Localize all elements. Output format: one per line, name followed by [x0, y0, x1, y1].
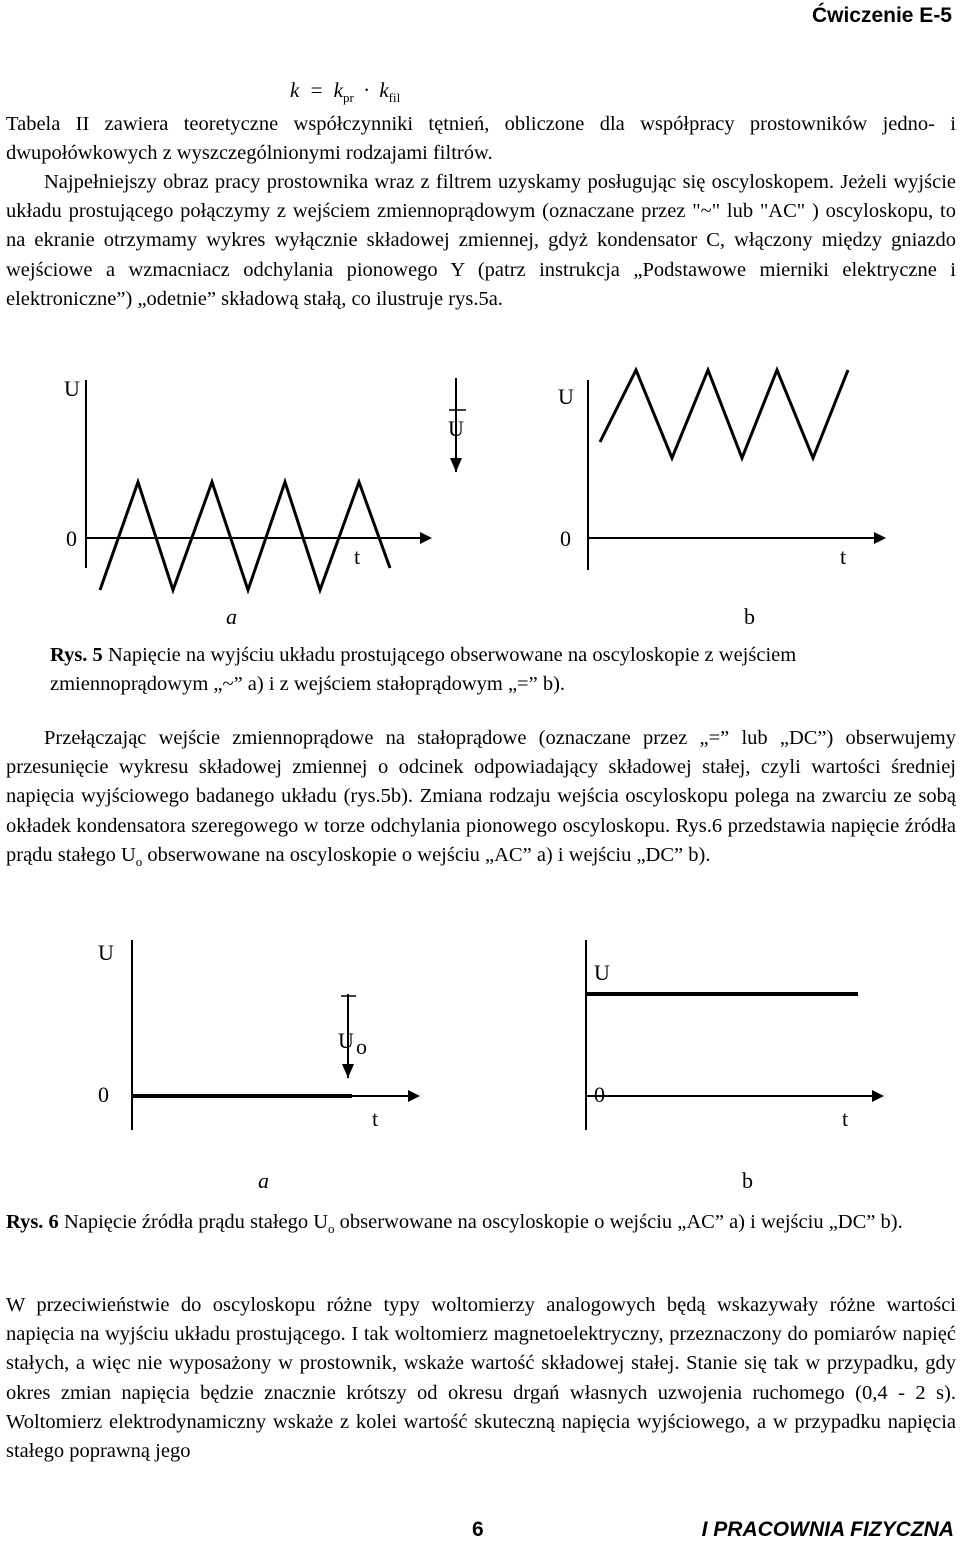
fig5b-label: b	[744, 604, 755, 629]
fig6b-y-label: U	[594, 960, 610, 985]
fig6a-origin: 0	[98, 1082, 109, 1107]
fig5b-origin: 0	[560, 526, 571, 551]
fig5-shift-indicator	[448, 378, 466, 472]
formula-k-pr: k	[333, 78, 343, 102]
fig5-panel-b	[558, 370, 886, 629]
fig6-shift-label: U	[338, 1028, 354, 1053]
fig6b-x-label: t	[842, 1106, 849, 1131]
fig6a-x-label: t	[372, 1106, 379, 1131]
fig5b-y-label: U	[558, 384, 574, 409]
fig5-down-arrow	[450, 458, 462, 472]
paragraph-4-text: W przeciwieństwie do oscyloskopu różne typy woltomierzy analogowych będą wskazywały różne wartości napięcia na wyjściu układu prostującego. I tak woltomierz magnetoelektryczny, przeznaczony do pomiarów napięć stałych, a więc nie wyposażony w prostownik, wskaże wartość składowej stałej. Stanie się tak w przypadku, gdy okres zmian napięcia będzie znacznie krótszy od okresu drgań własnych uzwojenia ruchomego (0,4 - 2 s). Woltomierz elektrodynamiczny wskaże z kolei wartość skuteczną napięcia wyjściowego, a w przypadku napięcia stałego poprawną jego	[6, 1294, 956, 1463]
fig5a-triangle-wave	[100, 482, 390, 590]
fig6a-y-label: U	[98, 940, 114, 965]
fig6-panel-a	[98, 940, 420, 1193]
paragraph-2	[6, 168, 956, 314]
paragraph-1-text: Tabela II zawiera teoretyczne współczynniki tętnień, obliczone dla współpracy prostowników jedno- i dwupołówkowych z wyszczególnionymi rodzajami filtrów.	[6, 113, 956, 165]
paragraph-3-end: obserwowane na oscyloskopie o wejściu „AC” a) i wejściu „DC” b).	[142, 843, 711, 866]
fig6a-label: a	[258, 1168, 269, 1193]
paragraph-2-text: Najpełniejszy obraz pracy prostownika wraz z filtrem uzyskamy posługując się oscyloskopem. Jeżeli wyjście układu prostującego połączymy z wejściem zmiennoprądowym (oznaczane przez "~" lub "AC" ) oscyloskopu, to na ekranie otrzymamy wykres wyłącznie składowej zmiennej, gdyż kondensator C, włączony między gniazdo wejściowe a wzmacniacz odchylania pionowego Y (patrz instrukcja „Podstawowe mierniki elektryczne i elektroniczne”) „odetnie” składową stałą, co ilustruje rys.5a.	[6, 171, 956, 310]
fig5-caption-text: Napięcie na wyjściu układu prostującego obserwowane na oscyloskopie z wejściem zmiennoprądowym „~” a) i z wejściem stałoprądowym „=” b).	[50, 644, 797, 695]
figure-5	[0, 360, 960, 640]
formula-equals: =	[310, 78, 323, 102]
fig6-shift-indicator	[338, 994, 367, 1078]
formula-dot: ·	[363, 78, 371, 102]
fig6-panel-b	[586, 940, 884, 1193]
fig5a-label: a	[226, 604, 237, 629]
fig5a-x-label: t	[354, 544, 361, 569]
paragraph-1	[6, 110, 956, 168]
fig5a-y-label: U	[64, 376, 80, 401]
fig5b-triangle-wave	[600, 370, 848, 458]
fig6-down-arrow	[342, 1064, 354, 1078]
paragraph-4	[6, 1291, 956, 1466]
fig6-shift-sub: o	[356, 1034, 367, 1059]
fig6-caption-sub: o	[328, 1221, 335, 1237]
formula-k-fil: k	[379, 78, 389, 102]
fig5a-x-arrow	[420, 532, 432, 544]
formula-sub-pr: pr	[343, 90, 354, 106]
page-header: Ćwiczenie E-5	[811, 4, 952, 27]
fig5-panel-a	[64, 376, 432, 629]
fig5b-x-label: t	[840, 544, 847, 569]
fig6-caption-num: Rys. 6	[6, 1211, 59, 1233]
fig6b-label: b	[742, 1168, 753, 1193]
fig6b-x-arrow	[872, 1090, 884, 1102]
figure-6-caption	[6, 1208, 956, 1243]
fig5-caption-num: Rys. 5	[50, 644, 103, 666]
page-number: 6	[472, 1518, 484, 1541]
fig6-caption-text: Napięcie źródła prądu stałego U	[63, 1211, 329, 1233]
formula-k: k	[290, 78, 300, 102]
formula-sub-fil: fil	[388, 90, 401, 106]
figure-5-caption	[50, 641, 950, 699]
fig5-shift-label: U	[448, 416, 464, 441]
fig5b-x-arrow	[874, 532, 886, 544]
fig6a-x-arrow	[408, 1090, 420, 1102]
paragraph-3	[6, 724, 956, 876]
ripple-formula	[290, 78, 400, 106]
paragraph-3-text: Przełączając wejście zmiennoprądowe na stałoprądowe (oznaczane przez „=” lub „DC”) obserwujemy przesunięcie wykresu składowej zmiennej o odcinek odpowiadający składowej stałej, czyli wartości średniej napięcia wyjściowego badanego układu (rys.5b). Zmiana rodzaju wejścia oscyloskopu polega na zwarciu ze sobą okładek kondensatora szeregowego w torze odchylania pionowego oscyloskopu. Rys.6 przedstawia napięcie źródła prądu stałego U	[6, 727, 956, 866]
fig6b-origin: 0	[594, 1082, 605, 1107]
figure-6	[0, 930, 960, 1200]
fig5a-origin: 0	[66, 526, 77, 551]
footer-title: I PRACOWNIA FIZYCZNA	[701, 1518, 954, 1541]
paragraph-3-sub: o	[135, 853, 143, 869]
fig6-caption-end: obserwowane na oscyloskopie o wejściu „AC” a) i wejściu „DC” b).	[334, 1211, 903, 1233]
